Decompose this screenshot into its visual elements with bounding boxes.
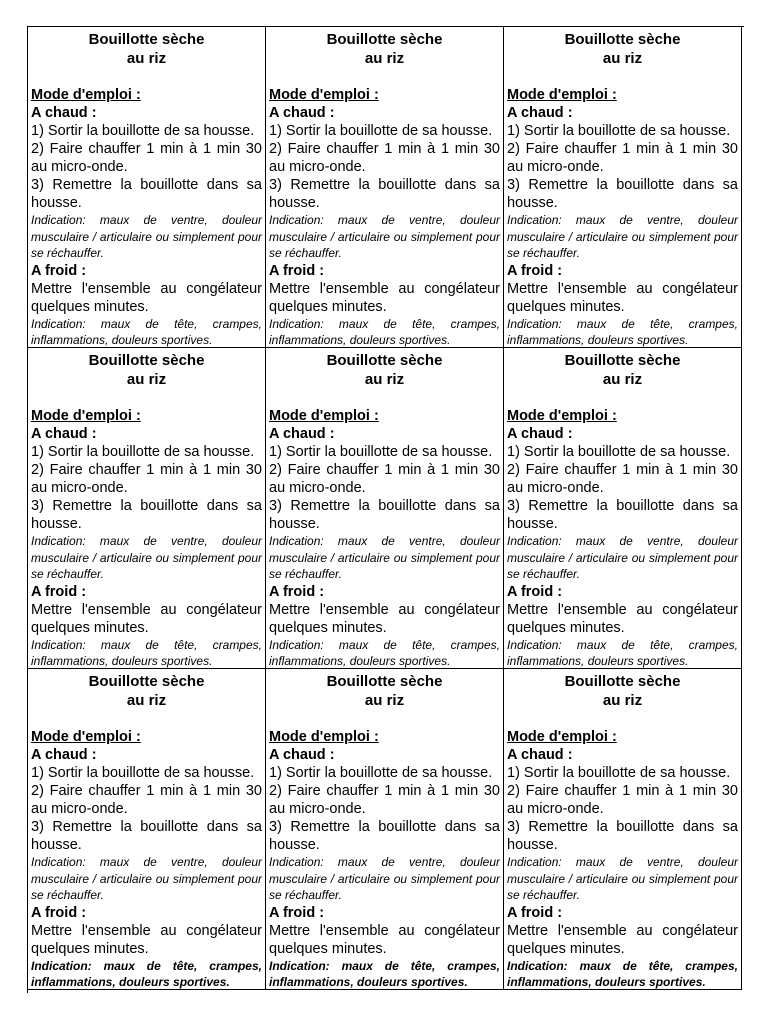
step-3: 3) Remettre la bouillotte dans sa housse. [31,177,262,211]
label-card [266,348,504,669]
card-title [269,30,500,68]
label-card [504,27,742,348]
card-title-line1: Bouillotte sèche [564,31,681,48]
hot-indication: Indication: maux de ventre, douleur musculaire / articulaire ou simplement pour se réchauffer. [269,213,500,260]
mode-label: Mode d'emploi : [269,87,379,103]
mode-label: Mode d'emploi : [269,408,379,424]
cold-label: A froid : [31,904,87,921]
cold-indication: Indication: maux de tête, crampes, inflammations, douleurs sportives. [269,958,500,989]
cold-indication: Indication: maux de tête, crampes, inflammations, douleurs sportives. [269,637,500,668]
hot-indication: Indication: maux de ventre, douleur musculaire / articulaire ou simplement pour se réchauffer. [507,855,738,902]
step-3: 3) Remettre la bouillotte dans sa housse. [507,819,738,853]
step-3: 3) Remettre la bouillotte dans sa housse. [507,498,738,532]
cold-indication: Indication: maux de tête, crampes, inflammations, douleurs sportives. [31,958,262,989]
mode-label: Mode d'emploi : [31,729,141,745]
step-1: 1) Sortir la bouillotte de sa housse. [31,765,255,781]
hot-label: A chaud : [31,426,97,442]
spacer [507,68,738,86]
cold-indication: Indication: maux de tête, crampes, inflammations, douleurs sportives. [269,316,500,347]
step-2: 2) Faire chauffer 1 min à 1 min 30 au micro-onde. [507,141,738,175]
hot-label: A chaud : [269,105,335,121]
card-title [31,351,262,389]
hot-label: A chaud : [269,426,335,442]
cold-label: A froid : [507,583,563,600]
step-2: 2) Faire chauffer 1 min à 1 min 30 au micro-onde. [269,783,500,817]
card-title-line1: Bouillotte sèche [88,352,205,369]
step-1: 1) Sortir la bouillotte de sa housse. [269,123,493,139]
hot-indication: Indication: maux de ventre, douleur musculaire / articulaire ou simplement pour se réchauffer. [507,534,738,581]
step-2: 2) Faire chauffer 1 min à 1 min 30 au micro-onde. [31,141,262,175]
hot-indication: Indication: maux de ventre, douleur musculaire / articulaire ou simplement pour se réchauffer. [31,534,262,581]
hot-indication: Indication: maux de ventre, douleur musculaire / articulaire ou simplement pour se réchauffer. [269,855,500,902]
step-1: 1) Sortir la bouillotte de sa housse. [507,123,731,139]
step-3: 3) Remettre la bouillotte dans sa housse. [269,177,500,211]
spacer [507,389,738,407]
card-title-line1: Bouillotte sèche [326,673,443,690]
card-title [31,672,262,710]
label-sheet [27,26,744,993]
hot-indication: Indication: maux de ventre, douleur musculaire / articulaire ou simplement pour se réchauffer. [31,855,262,902]
step-1: 1) Sortir la bouillotte de sa housse. [31,123,255,139]
card-title [269,672,500,710]
cold-label: A froid : [507,262,563,279]
card-title-line2: au riz [602,692,643,709]
step-1: 1) Sortir la bouillotte de sa housse. [269,444,493,460]
cold-text: Mettre l'ensemble au congélateur quelques minutes. [31,601,262,636]
hot-label: A chaud : [507,426,573,442]
label-card [28,348,266,669]
label-card [266,669,504,990]
spacer [31,68,262,86]
mode-label: Mode d'emploi : [507,729,617,745]
hot-label: A chaud : [507,747,573,763]
cold-label: A froid : [269,583,325,600]
spacer [31,389,262,407]
cold-label: A froid : [269,904,325,921]
cold-text: Mettre l'ensemble au congélateur quelques minutes. [269,922,500,957]
spacer [269,710,500,728]
label-card [504,669,742,990]
card-title-line2: au riz [126,692,167,709]
step-2: 2) Faire chauffer 1 min à 1 min 30 au micro-onde. [269,462,500,496]
step-3: 3) Remettre la bouillotte dans sa housse. [31,498,262,532]
step-2: 2) Faire chauffer 1 min à 1 min 30 au micro-onde. [269,141,500,175]
card-title [507,30,738,68]
card-title-line2: au riz [126,371,167,388]
card-title-line1: Bouillotte sèche [88,673,205,690]
label-card [504,348,742,669]
card-title-line1: Bouillotte sèche [326,31,443,48]
card-title-line1: Bouillotte sèche [564,673,681,690]
cold-indication: Indication: maux de tête, crampes, inflammations, douleurs sportives. [31,316,262,347]
mode-label: Mode d'emploi : [269,729,379,745]
cold-text: Mettre l'ensemble au congélateur quelques minutes. [507,601,738,636]
cold-text: Mettre l'ensemble au congélateur quelques minutes. [31,922,262,957]
card-title [507,351,738,389]
cold-text: Mettre l'ensemble au congélateur quelques minutes. [31,280,262,315]
cold-label: A froid : [31,583,87,600]
card-title [31,30,262,68]
mode-label: Mode d'emploi : [507,87,617,103]
hot-indication: Indication: maux de ventre, douleur musculaire / articulaire ou simplement pour se réchauffer. [269,534,500,581]
card-title-line1: Bouillotte sèche [564,352,681,369]
label-card [266,27,504,348]
cold-text: Mettre l'ensemble au congélateur quelques minutes. [269,601,500,636]
hot-label: A chaud : [31,105,97,121]
label-card [28,669,266,990]
cold-indication: Indication: maux de tête, crampes, inflammations, douleurs sportives. [31,637,262,668]
spacer [507,710,738,728]
step-1: 1) Sortir la bouillotte de sa housse. [507,765,731,781]
step-1: 1) Sortir la bouillotte de sa housse. [507,444,731,460]
hot-label: A chaud : [31,747,97,763]
cold-label: A froid : [507,904,563,921]
card-title-line1: Bouillotte sèche [326,352,443,369]
card-title-line2: au riz [364,692,405,709]
card-title [269,351,500,389]
card-title-line2: au riz [364,371,405,388]
cold-text: Mettre l'ensemble au congélateur quelques minutes. [269,280,500,315]
spacer [269,389,500,407]
step-2: 2) Faire chauffer 1 min à 1 min 30 au micro-onde. [507,783,738,817]
step-3: 3) Remettre la bouillotte dans sa housse. [507,177,738,211]
spacer [269,68,500,86]
mode-label: Mode d'emploi : [31,408,141,424]
step-2: 2) Faire chauffer 1 min à 1 min 30 au micro-onde. [507,462,738,496]
card-title-line2: au riz [364,50,405,67]
card-title [507,672,738,710]
card-title-line2: au riz [602,371,643,388]
step-3: 3) Remettre la bouillotte dans sa housse. [269,819,500,853]
cold-text: Mettre l'ensemble au congélateur quelques minutes. [507,922,738,957]
cold-indication: Indication: maux de tête, crampes, inflammations, douleurs sportives. [507,316,738,347]
mode-label: Mode d'emploi : [507,408,617,424]
cold-label: A froid : [269,262,325,279]
step-3: 3) Remettre la bouillotte dans sa housse. [269,498,500,532]
cold-label: A froid : [31,262,87,279]
step-1: 1) Sortir la bouillotte de sa housse. [269,765,493,781]
hot-label: A chaud : [269,747,335,763]
cold-indication: Indication: maux de tête, crampes, inflammations, douleurs sportives. [507,637,738,668]
hot-indication: Indication: maux de ventre, douleur musculaire / articulaire ou simplement pour se réchauffer. [507,213,738,260]
card-title-line2: au riz [602,50,643,67]
step-2: 2) Faire chauffer 1 min à 1 min 30 au micro-onde. [31,462,262,496]
hot-label: A chaud : [507,105,573,121]
step-3: 3) Remettre la bouillotte dans sa housse. [31,819,262,853]
card-title-line2: au riz [126,50,167,67]
card-title-line1: Bouillotte sèche [88,31,205,48]
label-card [28,27,266,348]
hot-indication: Indication: maux de ventre, douleur musculaire / articulaire ou simplement pour se réchauffer. [31,213,262,260]
step-1: 1) Sortir la bouillotte de sa housse. [31,444,255,460]
step-2: 2) Faire chauffer 1 min à 1 min 30 au micro-onde. [31,783,262,817]
cold-indication: Indication: maux de tête, crampes, inflammations, douleurs sportives. [507,958,738,989]
cold-text: Mettre l'ensemble au congélateur quelques minutes. [507,280,738,315]
mode-label: Mode d'emploi : [31,87,141,103]
spacer [31,710,262,728]
